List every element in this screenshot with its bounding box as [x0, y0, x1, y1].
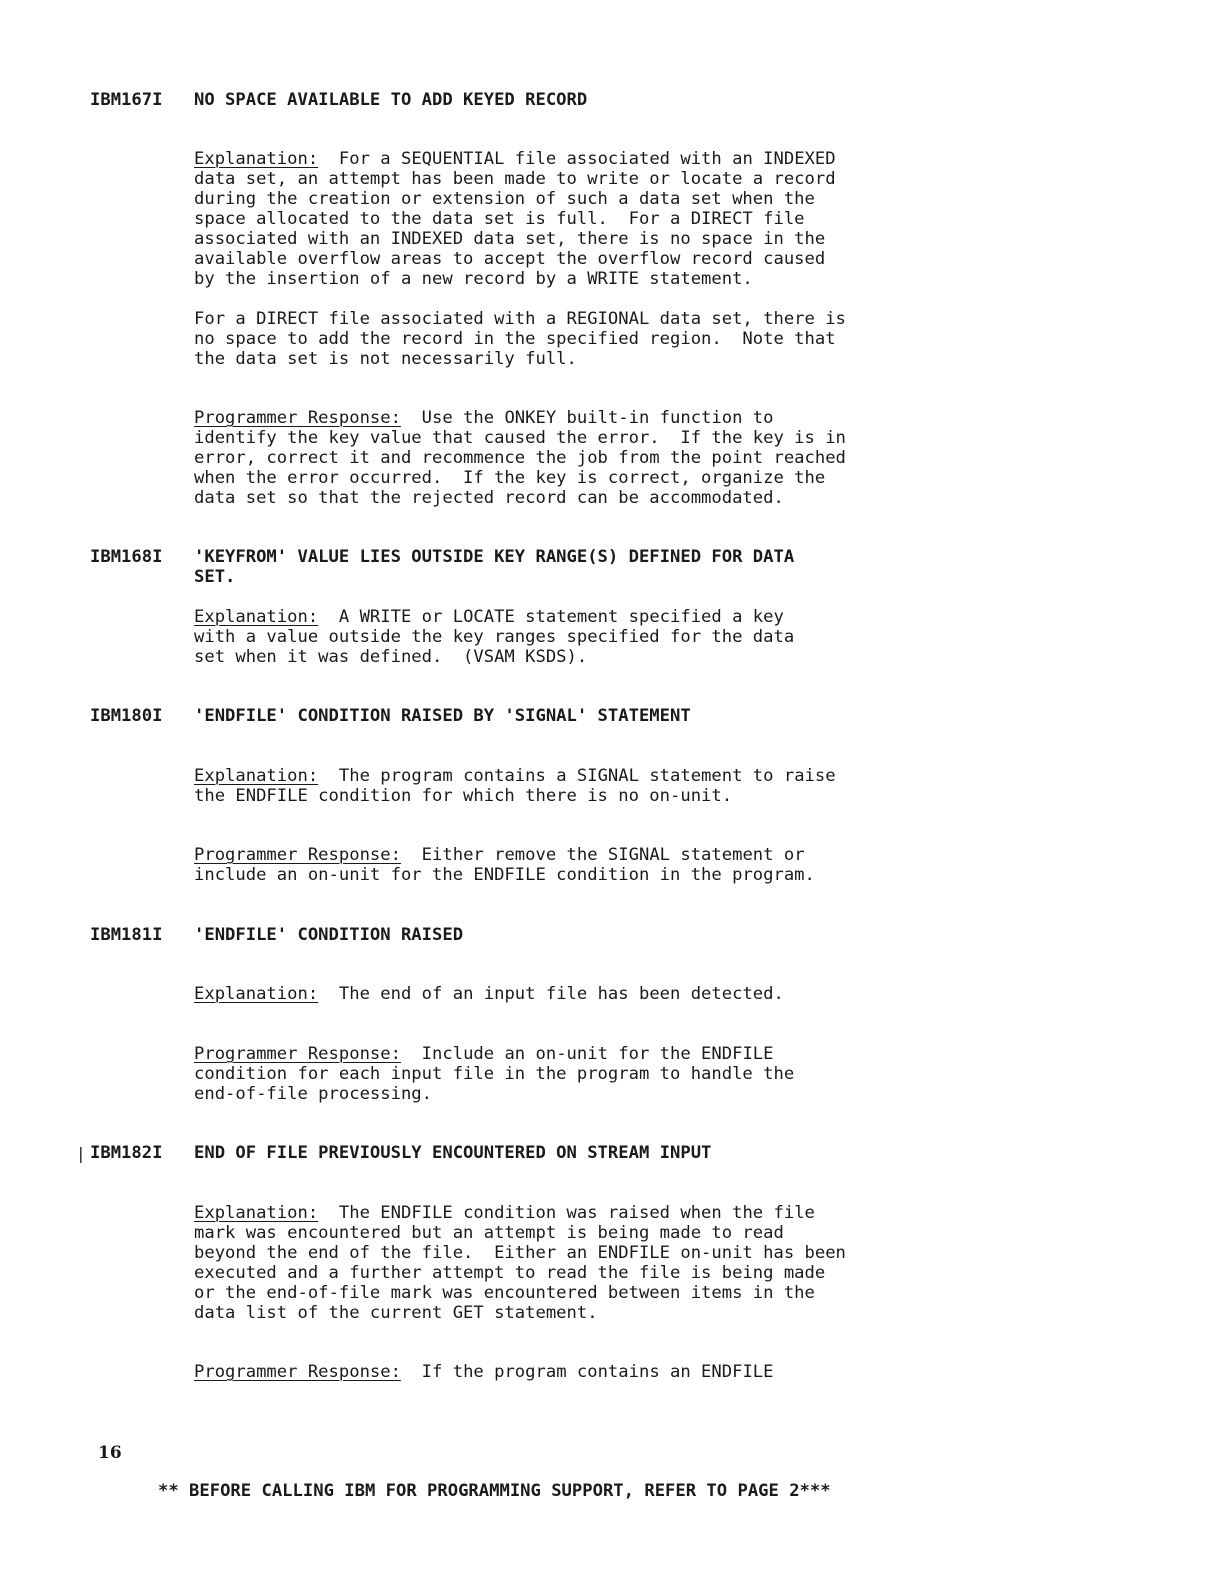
message-title-ibm167i: NO SPACE AVAILABLE TO ADD KEYED RECORD	[194, 90, 588, 110]
response-line: If the program contains an ENDFILE	[421, 1362, 774, 1382]
explanation-ibm182i	[194, 1203, 846, 1323]
explanation-ibm181i	[194, 984, 784, 1004]
explanation-line: no space to add the record in the specified region. Note that	[194, 329, 836, 349]
response-line: Either remove the SIGNAL statement or	[421, 845, 805, 865]
message-id-ibm168i: IBM168I	[90, 547, 163, 567]
response-line: when the error occurred. If the key is correct, organize the	[194, 468, 826, 488]
response-line: include an on-unit for the ENDFILE condition in the program.	[194, 865, 815, 885]
message-title-ibm180i: 'ENDFILE' CONDITION RAISED BY 'SIGNAL' STATEMENT	[194, 706, 691, 726]
explanation-line: The program contains a SIGNAL statement to raise	[338, 766, 836, 786]
explanation-label: Explanation:	[194, 149, 319, 169]
message-id-ibm167i: IBM167I	[90, 90, 163, 110]
explanation-line: The end of an input file has been detected.	[338, 984, 784, 1004]
explanation-line: executed and a further attempt to read the file is being made	[194, 1263, 826, 1283]
explanation-line: set when it was defined. (VSAM KSDS).	[194, 647, 588, 667]
explanation-label: Explanation:	[194, 766, 319, 786]
message-title-ibm182i: END OF FILE PREVIOUSLY ENCOUNTERED ON STREAM INPUT	[194, 1143, 712, 1163]
revision-bar: |	[76, 1144, 86, 1163]
explanation-line: space allocated to the data set is full. For a DIRECT file	[194, 209, 805, 229]
explanation-line: during the creation or extension of such a data set when the	[194, 189, 815, 209]
explanation-line: the ENDFILE condition for which there is no on-unit.	[194, 786, 733, 806]
message-id-ibm182i: IBM182I	[90, 1143, 163, 1163]
response-label: Programmer Response:	[194, 1362, 401, 1382]
response-ibm182i	[194, 1362, 774, 1382]
message-id-ibm180i: IBM180I	[90, 706, 163, 726]
explanation-line: data set, an attempt has been made to write or locate a record	[194, 169, 836, 189]
explanation-line: with a value outside the key ranges specified for the data	[194, 627, 795, 647]
explanation-ibm168i	[194, 607, 794, 667]
explanation-label: Explanation:	[194, 1203, 319, 1223]
response-line: end-of-file processing.	[194, 1084, 432, 1104]
explanation-line: or the end-of-file mark was encountered between items in the	[194, 1283, 815, 1303]
response-line: identify the key value that caused the error. If the key is in	[194, 428, 846, 448]
response-label: Programmer Response:	[194, 1044, 401, 1064]
page-footer: ** BEFORE CALLING IBM FOR PROGRAMMING SUPPORT, REFER TO PAGE 2***	[158, 1481, 831, 1501]
message-title-line: 'KEYFROM' VALUE LIES OUTSIDE KEY RANGE(S) DEFINED FOR DATA	[194, 547, 795, 567]
explanation-line: beyond the end of the file. Either an ENDFILE on-unit has been	[194, 1243, 846, 1263]
message-title-line: SET.	[194, 567, 236, 587]
response-line: error, correct it and recommence the job from the point reached	[194, 448, 846, 468]
response-line: data set so that the rejected record can be accommodated.	[194, 488, 784, 508]
message-title-ibm168i	[194, 547, 794, 587]
response-ibm181i	[194, 1044, 794, 1104]
response-label: Programmer Response:	[194, 408, 401, 428]
explanation-line: available overflow areas to accept the overflow record caused	[194, 249, 826, 269]
explanation-label: Explanation:	[194, 984, 319, 1004]
page-number: 16	[98, 1443, 122, 1463]
response-line: condition for each input file in the program to handle the	[194, 1064, 795, 1084]
response-label: Programmer Response:	[194, 845, 401, 865]
message-title-ibm181i: 'ENDFILE' CONDITION RAISED	[194, 925, 464, 945]
explanation-line: the data set is not necessarily full.	[194, 349, 577, 369]
explanation-line: The ENDFILE condition was raised when the file	[338, 1203, 815, 1223]
response-ibm167i	[194, 408, 846, 508]
message-id-ibm181i: IBM181I	[90, 925, 163, 945]
explanation-line: For a SEQUENTIAL file associated with an INDEXED	[338, 149, 836, 169]
explanation-line: data list of the current GET statement.	[194, 1303, 598, 1323]
explanation-label: Explanation:	[194, 607, 319, 627]
explanation-line: associated with an INDEXED data set, there is no space in the	[194, 229, 826, 249]
explanation-continued-ibm167i	[194, 309, 846, 369]
explanation-line: For a DIRECT file associated with a REGIONAL data set, there is	[194, 309, 846, 329]
response-ibm180i	[194, 845, 815, 885]
explanation-ibm167i	[194, 149, 836, 289]
response-line: Include an on-unit for the ENDFILE	[421, 1044, 774, 1064]
explanation-ibm180i	[194, 766, 836, 806]
explanation-line: mark was encountered but an attempt is being made to read	[194, 1223, 784, 1243]
explanation-line: A WRITE or LOCATE statement specified a key	[338, 607, 784, 627]
explanation-line: by the insertion of a new record by a WRITE statement.	[194, 269, 753, 289]
response-line: Use the ONKEY built-in function to	[421, 408, 774, 428]
